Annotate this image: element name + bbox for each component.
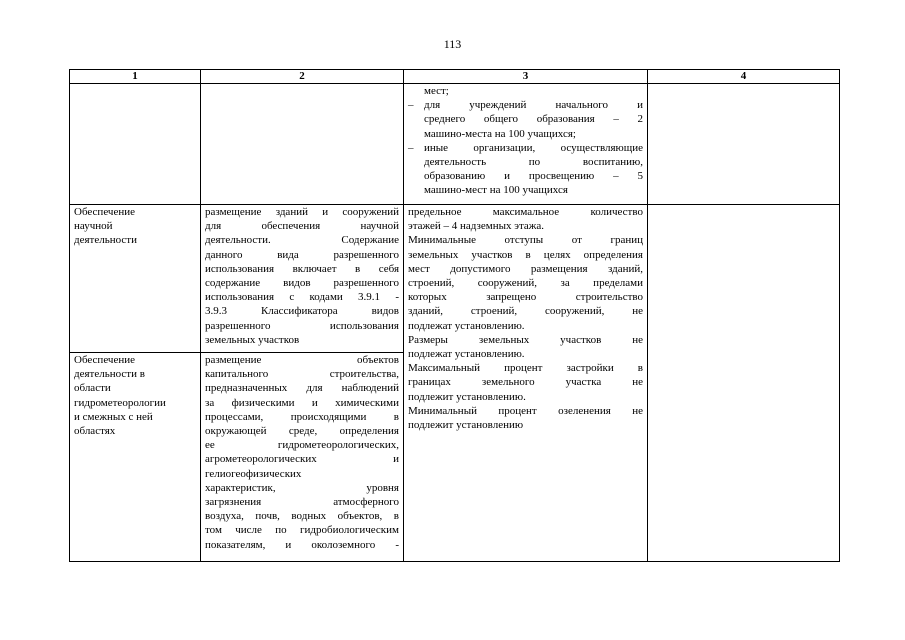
- text-line: машино-мест на 100 учащихся: [424, 184, 568, 197]
- text-line: использования включает в себя: [205, 262, 399, 275]
- row1-col4-cell: [648, 84, 840, 205]
- column-header: 3: [404, 70, 648, 84]
- text-line: загрязнения атмосферного: [205, 496, 399, 509]
- page-number: 113: [443, 37, 462, 51]
- text-line: зданий, строений, сооружений, не: [408, 305, 643, 318]
- text-line: деятельности: [74, 234, 137, 247]
- text-line: мест;: [424, 85, 449, 97]
- text-line: Минимальные отступы от границ: [408, 234, 643, 247]
- text-line: Минимальный процент озеленения не: [408, 404, 643, 417]
- text-line: гидрометеорологии: [74, 396, 166, 409]
- text-line: научной: [74, 220, 113, 233]
- text-line: показателям, и околоземного -: [205, 538, 399, 551]
- col4-cell: [648, 205, 840, 562]
- text-line: подлежат установлению.: [408, 348, 525, 361]
- text-line: использования с кодами 3.9.1 -: [205, 291, 399, 304]
- text-line: за физическими и химическими: [205, 396, 399, 409]
- bullet-item: [408, 141, 643, 198]
- text-line: размещение зданий и сооружений: [205, 206, 399, 218]
- row1-col2-cell: [201, 84, 404, 205]
- row3-col1-cell: [70, 353, 201, 562]
- text-line: характеристик, уровня: [205, 481, 399, 494]
- text-line: 3.9.3 Классификатора видов: [205, 305, 399, 318]
- text-line: образованию и просвещению – 5: [424, 170, 643, 183]
- dash-marker: –: [408, 99, 414, 112]
- text-line: земельных участков в целях определения: [408, 248, 643, 261]
- text-line: земельных участков: [205, 333, 300, 346]
- text-line: границах земельного участка не: [408, 376, 643, 389]
- text-line: данного вида разрешенного: [205, 248, 399, 261]
- table-row: [70, 84, 840, 205]
- text-line: подлежит установлению: [408, 419, 524, 432]
- row2-col1-cell: [70, 205, 201, 353]
- text-line: предназначенных для наблюдений: [205, 382, 399, 395]
- text-line: процессами, происходящими в: [205, 410, 399, 423]
- row2-col3-cell: [404, 205, 648, 562]
- text-line: машино-места на 100 учащихся;: [424, 127, 576, 140]
- column-header: 4: [648, 70, 840, 84]
- text-line: ее гидрометеорологических,: [205, 439, 399, 452]
- text-line: Максимальный процент застройки в: [408, 362, 643, 375]
- text-line: областях: [74, 425, 116, 438]
- text-line: размещение объектов: [205, 354, 399, 366]
- dash-marker: –: [408, 141, 414, 154]
- text-line: разрешенного использования: [205, 319, 399, 332]
- text-line: том числе по гидробиологическим: [205, 524, 399, 537]
- text-line: которых запрещено строительство: [408, 291, 643, 304]
- row1-col3-cell: [404, 84, 648, 205]
- text-line: мест допустимого размещения зданий,: [408, 262, 643, 275]
- text-line: деятельность по воспитанию,: [424, 156, 643, 169]
- column-header: 2: [201, 70, 404, 84]
- text-line: гелиогеофизических: [205, 467, 302, 480]
- text-line: для учреждений начального и: [424, 99, 643, 112]
- text-line: капитального строительства,: [205, 368, 399, 381]
- table-row: [70, 205, 840, 353]
- bullet-item: [408, 98, 643, 141]
- text-line: области: [74, 382, 111, 395]
- text-line: для обеспечения научной: [205, 220, 399, 233]
- text-line: Размеры земельных участков не: [408, 333, 643, 346]
- text-line: деятельности. Содержание: [205, 234, 399, 247]
- text-line: предельное максимальное количество: [408, 206, 643, 218]
- row3-col2-cell: [201, 353, 404, 562]
- table-header-row: [70, 70, 840, 84]
- text-line: Обеспечение: [74, 206, 135, 218]
- text-line: среднего общего образования – 2: [424, 113, 643, 126]
- text-line: деятельности в: [74, 368, 145, 381]
- row1-col1-cell: [70, 84, 201, 205]
- text-line: и смежных с ней: [74, 410, 153, 423]
- text-line: строений, сооружений, за пределами: [408, 277, 643, 290]
- text-line: содержание видов разрешенного: [205, 277, 399, 290]
- text-line: воздуха, почв, водных объектов, в: [205, 510, 399, 523]
- text-line: этажей – 4 надземных этажа.: [408, 220, 545, 233]
- column-header: 1: [70, 70, 201, 84]
- row2-col2-cell: [201, 205, 404, 353]
- regulations-table: [69, 69, 840, 562]
- text-line: подлежат установлению.: [408, 319, 525, 332]
- text-line: агрометеорологических и: [205, 453, 399, 466]
- text-line: подлежит установлению.: [408, 390, 526, 403]
- text-line: окружающей среде, определения: [205, 425, 399, 438]
- text-line: Обеспечение: [74, 354, 135, 366]
- text-line: иные организации, осуществляющие: [424, 141, 643, 154]
